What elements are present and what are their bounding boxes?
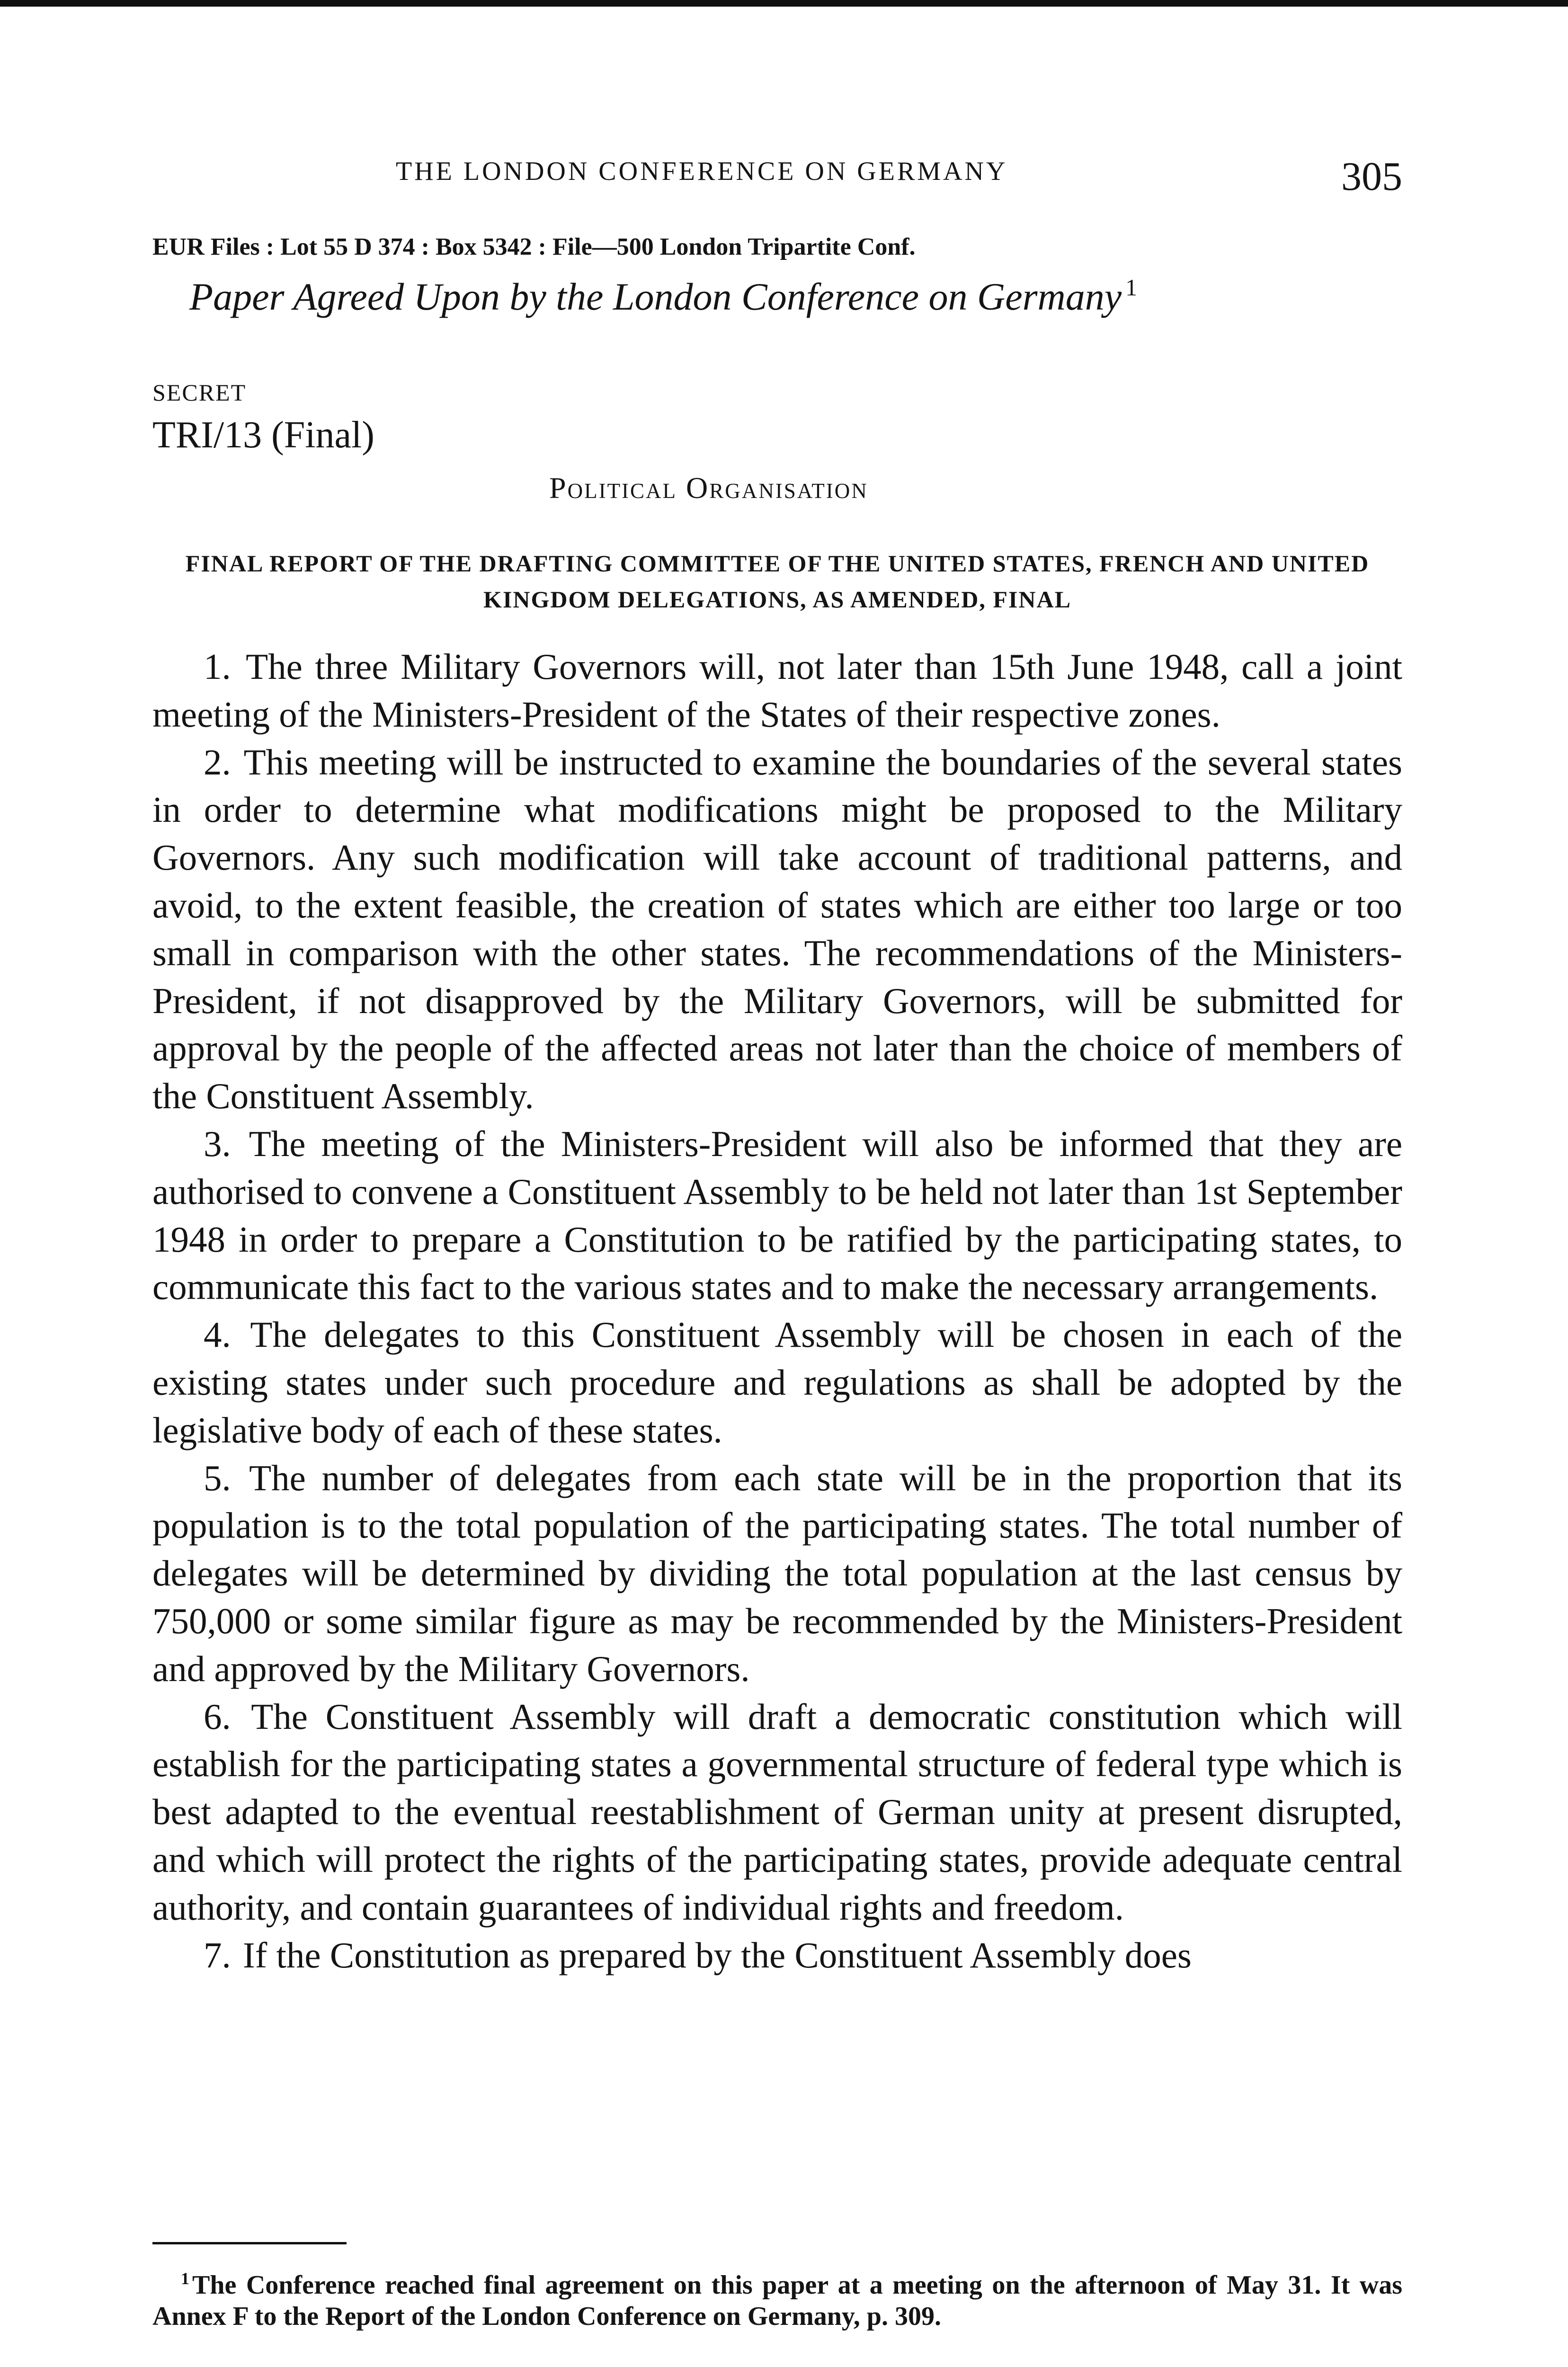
paragraph-text: The delegates to this Constituent Assembly will be chosen in each of the existing states under such procedure and regulations as shall be adopted by the legislative body of each of these states. bbox=[152, 1314, 1402, 1450]
paragraph bbox=[152, 739, 1402, 1120]
paragraph-number: 4. bbox=[204, 1314, 231, 1355]
source-citation: EUR Files : Lot 55 D 374 : Box 5342 : File—500 London Tripartite Conf. bbox=[152, 233, 916, 260]
paragraph-text: The Constituent Assembly will draft a democratic constitution which will establish for the participating states a governmental structure of federal type which is best adapted to the eventual reestablishment of German unity at present disrupted, and which will protect the rights of the participating states, provide adequate central authority, and contain guarantees of individual rights and freedom. bbox=[152, 1696, 1403, 1928]
paragraph-text: The number of delegates from each state will be in the proportion that its population is to the total population of the participating states. The total number of delegates will be determined by dividing the total population at the last census by 750,000 or some similar figure as may be recommended by the Ministers-President and approved by the Military Governors. bbox=[152, 1457, 1402, 1689]
paragraph-number: 1. bbox=[204, 646, 231, 687]
report-heading: FINAL REPORT OF THE DRAFTING COMMITTEE OF THE UNITED STATES, FRENCH AND UNITED KINGDOM DELEGATIONS, AS AMENDED, FINAL bbox=[185, 550, 1370, 613]
paragraph bbox=[152, 1454, 1402, 1693]
body-text bbox=[152, 643, 1402, 1979]
footnote-text: The Conference reached final agreement on this paper at a meeting on the afternoon of May 31. It was Annex F to the Report of the London Conference on Germany, p. 309. bbox=[152, 2270, 1402, 2331]
footnote-mark: 1 bbox=[181, 2269, 189, 2288]
classification-label: SECRET bbox=[152, 379, 247, 406]
paragraph-text: The three Military Governors will, not later than 15th June 1948, call a joint meeting of the Ministers-President of the States of their respective zones. bbox=[152, 646, 1403, 735]
paragraph bbox=[152, 1311, 1402, 1454]
document-title bbox=[189, 274, 1137, 319]
paragraph bbox=[152, 643, 1402, 739]
paragraph bbox=[152, 1120, 1402, 1311]
paragraph-number: 2. bbox=[204, 741, 231, 783]
paragraph-number: 5. bbox=[204, 1457, 231, 1498]
paragraph-number: 7. bbox=[204, 1934, 231, 1975]
paragraph bbox=[152, 1931, 1402, 1979]
paragraph-number: 6. bbox=[204, 1696, 231, 1737]
footnote-rule bbox=[152, 2242, 347, 2244]
paragraph-text: This meeting will be instructed to examine the boundaries of the several states in order to determine what modifications might be proposed to the Military Governors. Any such modification will take account of traditional patterns, and avoid, to the extent feasible, the creation of states which are either too large or too small in comparison with the other states. The recommendations of the Ministers-President, if not disapproved by the Military Governors, will be submitted for approval by the people of the affected areas not later than the choice of members of the Constituent Assembly. bbox=[152, 741, 1403, 1117]
document-reference: TRI/13 (Final) bbox=[152, 414, 374, 456]
paragraph bbox=[152, 1693, 1402, 1931]
document-title-text: Paper Agreed Upon by the London Conference on Germany bbox=[189, 275, 1122, 318]
title-footnote-mark: 1 bbox=[1125, 274, 1138, 301]
running-header bbox=[152, 152, 1402, 199]
paragraph-text: If the Constitution as prepared by the Constituent Assembly does bbox=[243, 1934, 1192, 1975]
paragraph-number: 3. bbox=[204, 1123, 231, 1164]
running-title: THE LONDON CONFERENCE ON GERMANY bbox=[396, 157, 1008, 186]
page-number: 305 bbox=[1341, 153, 1402, 199]
section-heading: Political Organisation bbox=[549, 471, 868, 505]
footnote bbox=[152, 2263, 1402, 2332]
paragraph-text: The meeting of the Ministers-President will also be informed that they are authorised to convene a Constituent Assembly to be held not later than 1st September 1948 in order to prepare a Constitution to be ratified by the participating states, to communicate this fact to the various states and to make the necessary arrangements. bbox=[152, 1123, 1403, 1308]
